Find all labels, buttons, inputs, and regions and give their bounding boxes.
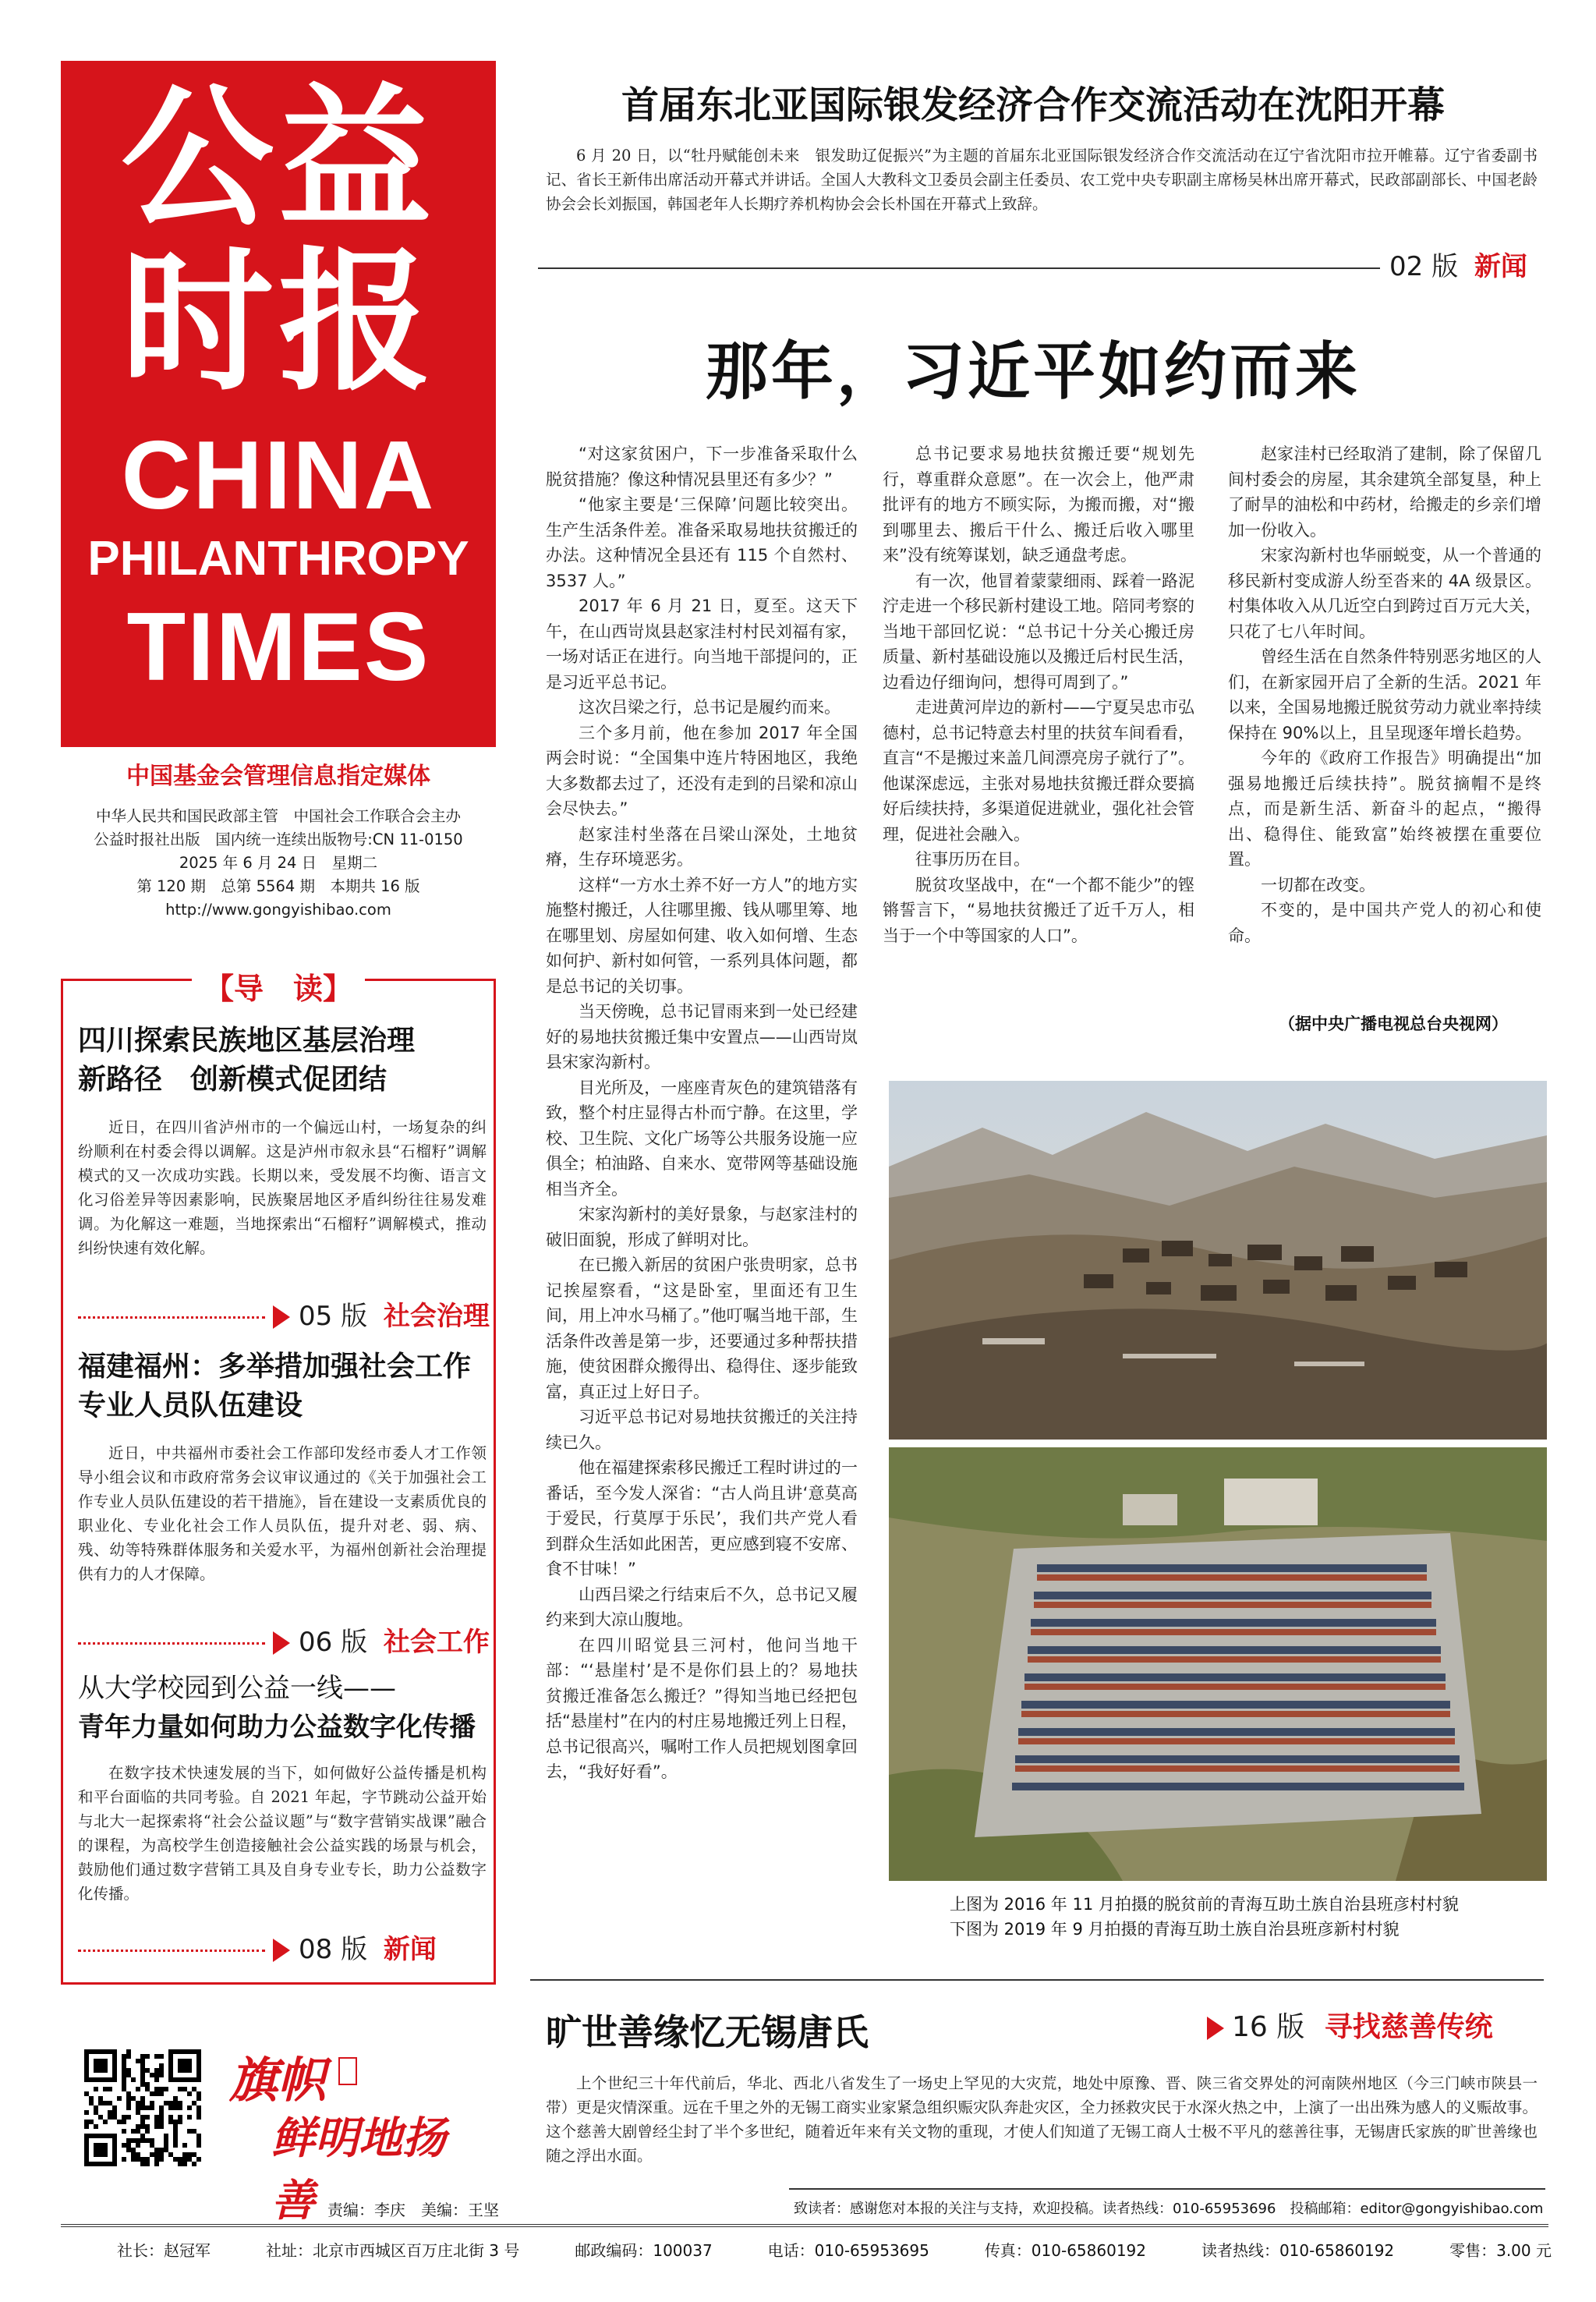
qr-module (154, 2162, 159, 2166)
qr-module (131, 2157, 136, 2162)
qr-module (164, 2148, 168, 2152)
qr-module (168, 2105, 173, 2110)
qr-module (122, 2077, 126, 2082)
qr-module (196, 2143, 201, 2148)
qr-module (122, 2068, 126, 2073)
top-story-rule (538, 267, 1380, 269)
qr-module (159, 2110, 164, 2115)
paragraph: 赵家洼村已经取消了建制，除了保留几间村委会的房屋，其余建筑全部复垦，种上了耐旱的油松和中药材，给搬走的乡亲们增加一份收入。 (1228, 444, 1541, 540)
qr-module (178, 2157, 182, 2162)
paragraph: 今年的《政府工作报告》明确提出“加强易地搬迁后续扶持”。脱贫摘帽不是终点，而是新生活、新奋斗的起点，“搬得出、稳得住、能致富”始终被摆在重要位置。 (1228, 749, 1541, 869)
qr-module (187, 2105, 192, 2110)
qr-module (126, 2138, 131, 2143)
qr-module (187, 2152, 192, 2157)
qr-module (126, 2054, 131, 2059)
bottom-story-section: 寻找慈善传统 (1324, 2011, 1493, 2043)
qr-module (89, 2101, 94, 2105)
qr-module (140, 2073, 145, 2077)
masthead-english-line2: PHILANTHROPY (87, 532, 469, 586)
paragraph: 这样“一方水土养不好一方人”的地方实施整村搬迁，人往哪里搬、钱从哪里筹、地在哪里划、房屋如何建、收入如何增、生态如何护、新村如何管，一系列具体问题，都是总书记的关切事。 (546, 875, 858, 996)
footer-rule (61, 2224, 1548, 2227)
publication-website[interactable]: http://www.gongyishibao.com (165, 901, 391, 919)
top-story-body: 6 月 20 日，以“牡丹赋能创未来 银发助辽促振兴”为主题的首届东北亚国际银发经济合作交流活动在辽宁省沈阳市拉开帷幕。辽宁省委副书记、省长王新伟出席活动开幕式并讲话。全国人大教科文卫委员会副主任委员、农工党中央专职副主席杨吴林出席开幕式，民政部副部长、中国老龄协会会长刘振国，韩国老年人长期疗养机构协会会长朴国在开幕式上致辞。 (546, 147, 1538, 213)
paragraph: 总书记要求易地扶贫搬迁要“规划先行，尊重群众意愿”。在一次会上，他严肃批评有的地方不顾实际，为搬而搬，对“搬到哪里去、搬后干什么、搬迁后收入哪里来”没有统筹谋划，缺乏通盘考虑。 (883, 444, 1194, 565)
calligraphy-line1: 旗帜 (229, 2052, 327, 2109)
qr-module (94, 2105, 98, 2110)
qr-module (182, 2162, 187, 2166)
guide-item-2-headline-1: 福建福州：多举措加强社会工作 (78, 1351, 472, 1383)
guide-item-3-headline[interactable] (78, 1669, 483, 1747)
qr-module (178, 2105, 182, 2110)
qr-module (173, 2105, 178, 2110)
qr-module (126, 2091, 131, 2096)
editor-credits: 责编：李庆 美编：王坚 (327, 2201, 499, 2219)
footer-phone: 电话：010-65953695 (767, 2241, 929, 2260)
guide-item-2-headline-2: 专业人员队伍建设 (78, 1390, 303, 1422)
qr-module (150, 2138, 154, 2143)
qr-module (145, 2124, 150, 2129)
guide-item-1-section: 社会治理 (383, 1301, 490, 1332)
qr-module (192, 2152, 196, 2157)
qr-module (159, 2157, 164, 2162)
qr-finder (178, 2059, 192, 2073)
qr-module (164, 2143, 168, 2148)
footer-bar (117, 2238, 1552, 2261)
qr-module (159, 2105, 164, 2110)
paragraph: 三个多月前，他在参加 2017 年全国两会时说：“全国集中连片特困地区，我绝大多数都去过了，还没有走到的吕梁和凉山会尽快去。” (546, 723, 858, 818)
qr-module (196, 2091, 201, 2096)
qr-module (140, 2162, 145, 2166)
qr-module (154, 2054, 159, 2059)
paragraph: 山西吕梁之行结束后不久，总书记又履约来到大凉山腹地。 (546, 1585, 858, 1629)
guide-item-2-summary: 近日，中共福州市委社会工作部印发经市委人才工作领导小组会议和市政府常务会议审议通过的《关于加强社会工作专业人员队伍建设的若干措施》，旨在建设一支素质优良的职业化、专业化社会工作人员队伍，提升对老、弱、病、残、幼等特殊群体服务和关爱水平，为福州创新社会治理提供有力的人才保障。 (78, 1444, 487, 1583)
bottom-story-page-ref: 16 版 (1232, 2011, 1305, 2043)
qr-module (94, 2087, 98, 2091)
qr-module (159, 2063, 164, 2068)
qr-module (196, 2138, 201, 2143)
top-story-section: 新闻 (1474, 251, 1527, 282)
qr-module (140, 2138, 145, 2143)
arrow-right-icon (273, 1939, 290, 1962)
qr-module (122, 2063, 126, 2068)
guide-title-wrap (61, 965, 496, 1008)
qr-module (103, 2087, 108, 2091)
qr-module (145, 2082, 150, 2087)
top-story-link[interactable] (1389, 250, 1527, 284)
qr-module (145, 2105, 150, 2110)
qr-module (173, 2138, 178, 2143)
qr-module (140, 2068, 145, 2073)
qr-module (140, 2115, 145, 2120)
qr-module (126, 2143, 131, 2148)
paragraph: 曾经生活在自然条件特别恶劣地区的人们，在新家园开启了全新的生活。2021 年以来，全国易地搬迁脱贫劳动力就业率持续保持在 90%以上，且呈现逐年增长趋势。 (1228, 647, 1541, 742)
qr-module (122, 2120, 126, 2124)
qr-module (178, 2162, 182, 2166)
bottom-story-body: 上个世纪三十年代前后，华北、西北八省发生了一场史上罕见的大灾荒，地处中原豫、晋、陕三省交界处的河南陕州地区（今三门峡市陕县一带）更是灾情深重。远在千里之外的无锡工商实业家紧急组织赈灾队奔赴灾区，全力拯救灾民于水深火热之中，上演了一出出殊为感人的义赈故事。这个慈善大剧曾经尘封了半个多世纪，随着近年来有关文物的重现，才使人们知道了无锡工商人士极不平凡的慈善往事，无锡唐氏家族的旷世善缘也随之浮出水面。 (546, 2074, 1538, 2165)
qr-module (136, 2087, 140, 2091)
qr-module (126, 2101, 131, 2105)
qr-code[interactable] (84, 2049, 201, 2166)
guide-item-3-rule (78, 1950, 265, 1952)
qr-module (173, 2134, 178, 2138)
guide-item-2-page-ref: 06 版 (299, 1627, 368, 1658)
qr-module (150, 2073, 154, 2077)
credits-rule (789, 2188, 1545, 2190)
qr-module (154, 2120, 159, 2124)
qr-module (112, 2110, 117, 2115)
qr-module (187, 2091, 192, 2096)
paragraph: 有一次，他冒着蒙蒙细雨、踩着一路泥泞走进一个移民新村建设工地。陪同考察的当地干部回忆说：“总书记十分关心搬迁房质量、新村基础设施以及搬迁后村民生活，边看边仔细询问，想得可周到了。” (883, 571, 1194, 692)
qr-module (136, 2138, 140, 2143)
qr-module (154, 2124, 159, 2129)
main-story-column-1 (546, 441, 858, 1785)
main-story-column-3 (1228, 441, 1541, 948)
masthead-english-line1: CHINA (121, 422, 436, 529)
qr-module (196, 2105, 201, 2110)
qr-module (84, 2120, 89, 2124)
qr-module (196, 2134, 201, 2138)
guide-item-3-headline-1: 从大学校园到公益一线—— (78, 1673, 396, 1704)
qr-module (178, 2115, 182, 2120)
qr-module (182, 2157, 187, 2162)
qr-module (196, 2096, 201, 2101)
main-story-column-2 (883, 441, 1194, 948)
qr-module (154, 2157, 159, 2162)
qr-module (159, 2091, 164, 2096)
qr-module (173, 2157, 178, 2162)
qr-module (168, 2120, 173, 2124)
paragraph: 宋家沟新村也华丽蜕变，从一个普通的移民新村变成游人纷至沓来的 4A 级景区。村集体收入从几近空白到跨过百万元大关，只花了七八年时间。 (1228, 546, 1541, 641)
footer-address: 社址：北京市西城区百万庄北街 3 号 (265, 2241, 520, 2260)
qr-module (108, 2101, 112, 2105)
qr-module (89, 2120, 94, 2124)
qr-module (84, 2110, 89, 2115)
qr-module (159, 2124, 164, 2129)
guide-item-1-page-ref: 05 版 (299, 1301, 368, 1332)
village-photo-before (889, 1081, 1547, 1440)
qr-module (140, 2120, 145, 2124)
footer-fax: 传真：010-65860192 (984, 2241, 1146, 2260)
qr-module (164, 2101, 168, 2105)
qr-module (140, 2105, 145, 2110)
qr-module (154, 2152, 159, 2157)
paragraph: 宋家沟新村的美好景象，与赵家洼村的破旧面貌，形成了鲜明对比。 (546, 1205, 858, 1249)
qr-module (140, 2077, 145, 2082)
qr-module (145, 2087, 150, 2091)
guide-item-2-section: 社会工作 (383, 1627, 490, 1658)
qr-module (108, 2110, 112, 2115)
masthead-title-line1: 公益 (120, 70, 436, 248)
qr-module (122, 2143, 126, 2148)
qr-module (159, 2073, 164, 2077)
arrow-right-icon (1207, 2017, 1224, 2040)
village-photo-after (889, 1447, 1547, 1881)
calligraphy-line2: 鲜明地扬善 (271, 2113, 446, 2226)
guide-item-2-headline[interactable] (78, 1348, 483, 1425)
qr-module (140, 2124, 145, 2129)
photo-caption-bottom: 下图为 2019 年 9 月拍摄的青海互助土族自治县班彦新村村貌 (950, 1920, 1400, 1939)
qr-module (140, 2096, 145, 2101)
qr-module (159, 2115, 164, 2120)
paragraph: “对这家贫困户，下一步准备采取什么脱贫措施？像这种情况县里还有多少？” (546, 444, 858, 489)
qr-module (192, 2162, 196, 2166)
qr-module (192, 2101, 196, 2105)
paragraph: 不变的，是中国共产党人的初心和使命。 (1228, 901, 1541, 945)
qr-module (112, 2105, 117, 2110)
qr-module (196, 2157, 201, 2162)
photo-caption (950, 1892, 1459, 1942)
qr-module (173, 2129, 178, 2134)
qr-module (154, 2077, 159, 2082)
qr-module (122, 2087, 126, 2091)
qr-module (159, 2068, 164, 2073)
publication-sponsor: 中华人民共和国民政部主管 中国社会工作联合会主办 (95, 807, 461, 825)
guide-title: 【导 读】 (192, 972, 365, 1006)
qr-module (131, 2129, 136, 2134)
qr-module (182, 2152, 187, 2157)
qr-module (150, 2105, 154, 2110)
footer-price: 零售：3.00 元 (1449, 2241, 1552, 2260)
qr-module (168, 2115, 173, 2120)
qr-module (164, 2087, 168, 2091)
qr-module (98, 2101, 103, 2105)
qr-module (122, 2073, 126, 2077)
qr-module (108, 2115, 112, 2120)
qr-module (173, 2096, 178, 2101)
qr-module (173, 2143, 178, 2148)
paragraph: 他在福建探索移民搬迁工程时讲过的一番话，至今发人深省：“古人尚且讲‘意莫高于爱民，行莫厚于乐民’，我们共产党人看到群众生活如此困苦，更应感到寝不安席、食不甘味！” (546, 1458, 858, 1578)
qr-module (159, 2152, 164, 2157)
guide-item-3-section: 新闻 (383, 1934, 437, 1965)
qr-module (154, 2073, 159, 2077)
qr-module (131, 2148, 136, 2152)
qr-module (122, 2115, 126, 2120)
qr-module (164, 2134, 168, 2138)
masthead-logo (61, 61, 496, 747)
paragraph: 2017 年 6 月 21 日，夏至。这天下午，在山西岢岚县赵家洼村村民刘福有家，一场对话正在进行。向当地干部提问的，正是习近平总书记。 (546, 597, 858, 692)
guide-item-1-rule (78, 1316, 265, 1319)
qr-module (108, 2087, 112, 2091)
qr-module (173, 2101, 178, 2105)
qr-module (136, 2143, 140, 2148)
qr-module (131, 2152, 136, 2157)
qr-module (122, 2054, 126, 2059)
qr-module (140, 2101, 145, 2105)
qr-module (187, 2157, 192, 2162)
qr-module (182, 2087, 187, 2091)
qr-module (145, 2115, 150, 2120)
publication-publisher: 公益时报社出版 国内统一连续出版物号:CN 11-0150 (94, 830, 463, 848)
qr-module (150, 2091, 154, 2096)
qr-finder (94, 2143, 108, 2157)
guide-item-1-headline[interactable] (78, 1022, 483, 1100)
qr-module (145, 2162, 150, 2166)
qr-module (140, 2157, 145, 2162)
qr-module (126, 2148, 131, 2152)
qr-module (122, 2129, 126, 2134)
bottom-story-link[interactable] (1232, 2010, 1493, 2045)
qr-module (192, 2087, 196, 2091)
qr-module (145, 2157, 150, 2162)
paragraph: 走进黄河岸边的新村——宁夏吴忠市弘德村，总书记特意去村里的扶贫车间看看，直言“不是搬过来盖几间漂亮房子就行了”。他谋深虑远，主张对易地扶贫搬迁群众要搞好后续扶持，多渠道促进就业，强化社会管理，促进社会融入。 (883, 698, 1194, 844)
paragraph: 往事历历在目。 (915, 850, 1030, 869)
bottom-story-top-rule (530, 1979, 1544, 1981)
qr-module (150, 2101, 154, 2105)
qr-module (136, 2124, 140, 2129)
qr-module (98, 2115, 103, 2120)
photo-caption-top: 上图为 2016 年 11 月拍摄的脱贫前的青海互助土族自治县班彦村村貌 (950, 1895, 1459, 1914)
qr-module (122, 2059, 126, 2063)
qr-module (140, 2082, 145, 2087)
arrow-right-icon (273, 1305, 290, 1329)
qr-module (159, 2087, 164, 2091)
qr-module (126, 2096, 131, 2101)
guide-item-2-link[interactable] (299, 1627, 490, 1658)
qr-module (154, 2115, 159, 2120)
qr-module (159, 2120, 164, 2124)
qr-module (145, 2138, 150, 2143)
qr-module (126, 2068, 131, 2073)
qr-module (94, 2110, 98, 2115)
qr-module (136, 2152, 140, 2157)
qr-module (140, 2063, 145, 2068)
qr-module (84, 2091, 89, 2096)
qr-module (136, 2105, 140, 2110)
paragraph: “他家主要是‘三保障’问题比较突出。生产生活条件差。准备采取易地扶贫搬迁的办法。这种情况全县还有 115 个自然村、3537 人。” (546, 495, 858, 590)
qr-module (196, 2115, 201, 2120)
qr-module (173, 2120, 178, 2124)
guide-item-3-headline-2: 青年力量如何助力公益数字化传播 (78, 1712, 476, 1743)
qr-module (136, 2110, 140, 2115)
qr-module (140, 2059, 145, 2063)
masthead-title-line2: 时报 (120, 234, 436, 412)
qr-module (159, 2054, 164, 2059)
qr-module (154, 2091, 159, 2096)
qr-module (89, 2096, 94, 2101)
publication-slogan: 中国基金会管理信息指定媒体 (126, 763, 430, 790)
qr-module (187, 2115, 192, 2120)
qr-module (136, 2157, 140, 2162)
reader-notice: 致读者：感谢您对本报的关注与支持，欢迎投稿。读者热线：010-65953696 投稿邮箱：editor@gongyishibao.com (794, 2201, 1544, 2217)
paragraph: 目光所及，一座座青灰色的建筑错落有致，整个村庄显得古朴而宁静。在这里，学校、卫生院、文化广场等公共服务设施一应俱全；柏油路、自来水、宽带网等基础设施相当齐全。 (546, 1078, 858, 1199)
top-story-headline[interactable]: 首届东北亚国际银发经济合作交流活动在沈阳开幕 (621, 83, 1445, 127)
qr-module (84, 2124, 89, 2129)
qr-module (150, 2143, 154, 2148)
qr-module (140, 2054, 145, 2059)
guide-item-3-link[interactable] (299, 1934, 437, 1965)
paragraph: 一切都在改变。 (1261, 875, 1375, 894)
qr-module (182, 2143, 187, 2148)
qr-module (117, 2120, 122, 2124)
qr-module (178, 2120, 182, 2124)
paragraph: 这次吕梁之行，总书记是履约而来。 (579, 698, 840, 717)
footer-postcode: 邮政编码：100037 (575, 2241, 713, 2260)
paragraph: 脱贫攻坚战中，在“一个都不能少”的铿锵誓言下，“易地扶贫搬迁了近千万人，相当于一个中等国家的人口”。 (883, 875, 1194, 945)
paragraph: 在已搬入新居的贫困户张贵明家，总书记挨屋察看，“这是卧室，里面还有卫生间，用上冲水马桶了。”他叮嘱当地干部，生活条件改善是第一步，还要通过多种帮扶措施，使贫困群众搬得出、稳得住、逐步能致富，真正过上好日子。 (546, 1255, 858, 1401)
guide-item-1-link[interactable] (299, 1301, 490, 1332)
qr-module (94, 2124, 98, 2129)
qr-module (136, 2059, 140, 2063)
paragraph: 赵家洼村坐落在吕梁山深处，土地贫瘠，生存环境恶劣。 (546, 824, 858, 869)
qr-module (145, 2054, 150, 2059)
paragraph: 当天傍晚，总书记冒雨来到一处已经建好的易地扶贫搬迁集中安置点——山西岢岚县宋家沟新村。 (546, 1002, 858, 1071)
guide-item-1-summary: 近日，在四川省泸州市的一个偏远山村，一场复杂的纠纷顺利在村委会得以调解。这是泸州市叙永县“石榴籽”调解模式的又一次成功实践。长期以来，受发展不均衡、语言文化习俗差异等因素影响，民族聚居地区矛盾纠纷往往易发难调。为化解这一难题，当地探索出“石榴籽”调解模式，推动纠纷快速有效化解。 (78, 1118, 487, 1257)
masthead-english-line3: TIMES (126, 593, 430, 701)
guide-item-3-page-ref: 08 版 (299, 1934, 368, 1965)
qr-module (192, 2129, 196, 2134)
qr-module (131, 2138, 136, 2143)
qr-module (196, 2110, 201, 2115)
qr-module (178, 2101, 182, 2105)
qr-module (154, 2068, 159, 2073)
qr-finder (94, 2059, 108, 2073)
main-story-headline[interactable]: 那年，习近平如约而来 (706, 335, 1361, 408)
bottom-story-headline[interactable]: 旷世善缘忆无锡唐氏 (546, 2011, 869, 2053)
qr-module (178, 2087, 182, 2091)
qr-module (136, 2129, 140, 2134)
arrow-right-icon (273, 1631, 290, 1655)
qr-module (98, 2096, 103, 2101)
qr-module (103, 2120, 108, 2124)
paragraph: 习近平总书记对易地扶贫搬迁的关注持续已久。 (546, 1408, 858, 1452)
qr-module (112, 2115, 117, 2120)
top-story-page-ref: 02 版 (1389, 251, 1459, 282)
qr-module (122, 2157, 126, 2162)
qr-module (164, 2138, 168, 2143)
footer-president: 社长：赵冠军 (117, 2241, 211, 2260)
qr-module (159, 2148, 164, 2152)
guide-item-1-headline-2: 新路径 创新模式促团结 (78, 1064, 387, 1096)
qr-module (103, 2101, 108, 2105)
qr-module (136, 2101, 140, 2105)
publication-issue: 第 120 期 总第 5564 期 本期共 16 版 (136, 877, 420, 895)
qr-module (131, 2077, 136, 2082)
qr-module (126, 2105, 131, 2110)
qr-module (168, 2101, 173, 2105)
qr-module (150, 2152, 154, 2157)
guide-item-1-headline-1: 四川探索民族地区基层治理 (78, 1025, 416, 1057)
guide-item-2-rule (78, 1642, 265, 1645)
main-story-source: （据中央广播电视总台央视网） (1279, 1015, 1508, 1033)
seal-stamp (338, 2057, 357, 2085)
qr-module (173, 2124, 178, 2129)
qr-module (187, 2129, 192, 2134)
paragraph: 在四川昭觉县三河村，他问当地干部：“‘悬崖村’是不是你们县上的？易地扶贫搬迁准备怎么搬迁？”得知当地已经把包括“悬崖村”在内的村庄易地搬迁列上日程，总书记很高兴，嘱咐工作人员把规划图拿回去，“我好好看”。 (546, 1635, 858, 1781)
qr-module (154, 2148, 159, 2152)
qr-module (126, 2073, 131, 2077)
footer-hotline: 读者热线：010-65860192 (1201, 2241, 1395, 2260)
qr-module (126, 2115, 131, 2120)
guide-item-3-summary: 在数字技术快速发展的当下，如何做好公益传播是机构和平台面临的共同考验。自 2021 年起，字节跳动公益开始与北大一起探索将“社会公益议题”与“数字营销实战课”融合的课程，为高校学生创造接触社会公益实践的场景与机会，鼓励他们通过数字营销工具及自身专业专长，助力公益数字化传播。 (78, 1764, 487, 1903)
publication-date: 2025 年 6 月 24 日 星期二 (179, 854, 378, 872)
qr-module (145, 2129, 150, 2134)
qr-module (154, 2087, 159, 2091)
qr-module (117, 2096, 122, 2101)
qr-module (122, 2082, 126, 2087)
qr-module (168, 2152, 173, 2157)
qr-module (140, 2134, 145, 2138)
qr-module (131, 2096, 136, 2101)
qr-module (126, 2049, 131, 2054)
qr-module (145, 2068, 150, 2073)
publication-info (61, 805, 496, 922)
